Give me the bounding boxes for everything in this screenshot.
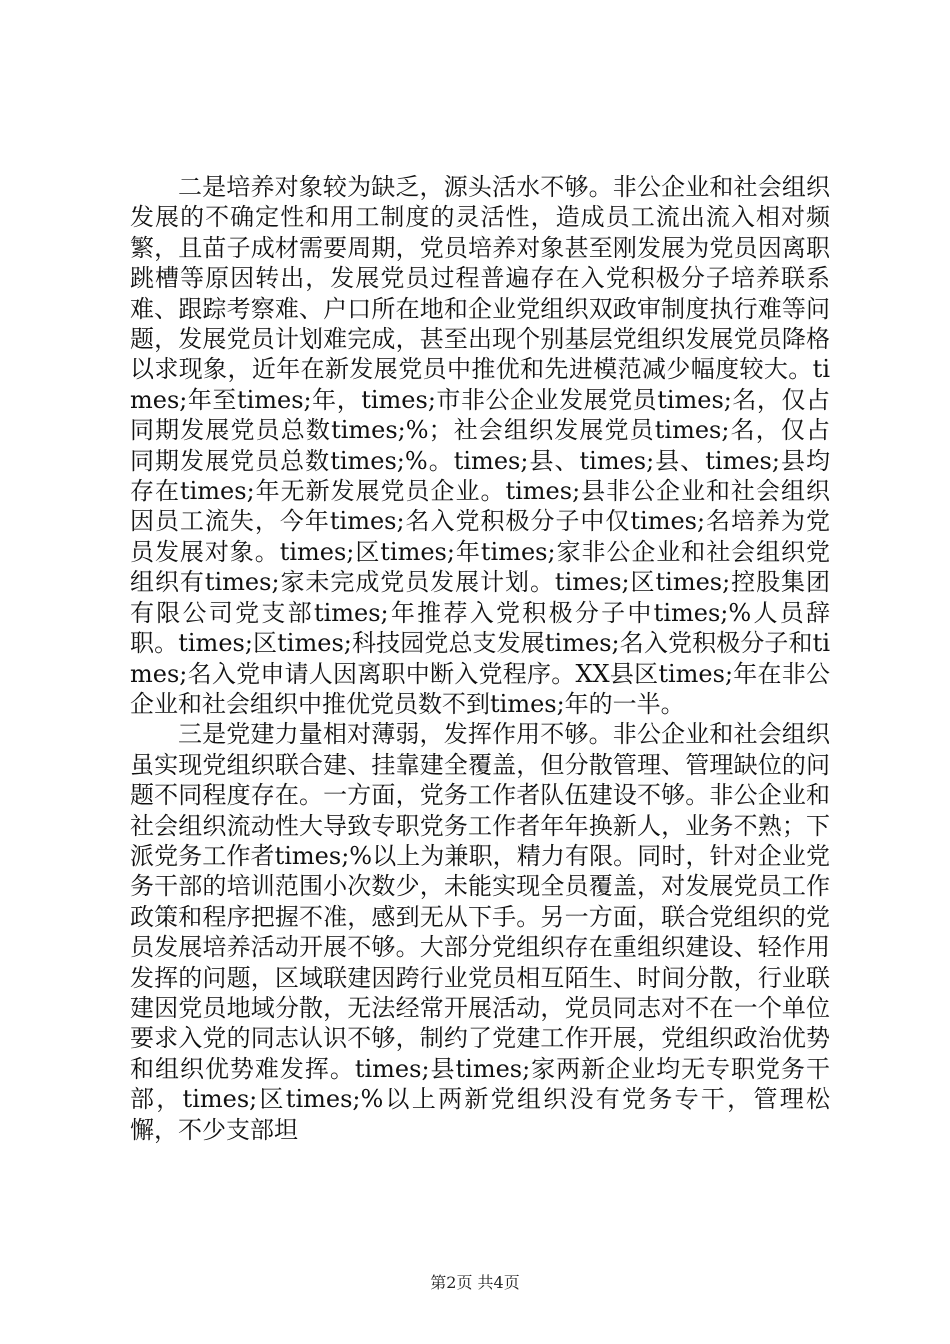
paragraph-party-building-strength: 三是党建力量相对薄弱，发挥作用不够。非公企业和社会组织虽实现党组织联合建、挂靠建全覆盖，但分散管理、管理缺位的问题不同程度存在。一方面，党务工作者队伍建设不够。非公企业和社会组织流动性大导致专职党务工作者年年换新人，业务不熟；下派党务工作者times;%以上为兼职，精力有限。同时，针对企业党务干部的培训范围小次数少，未能实现全员覆盖，对发展党员工作政策和程序把握不准，感到无从下手。另一方面，联合党组织的党员发展培养活动开展不够。大部分党组织存在重组织建设、轻作用发挥的问题，区域联建因跨行业党员相互陌生、时间分散，行业联建因党员地域分散，无法经常开展活动，党员同志对不在一个单位要求入党的同志认识不够，制约了党建工作开展，党组织政治优势和组织优势难发挥。times;县times;家两新企业均无专职党务干部，times;区times;%以上两新党组织没有党务专干，管理松懈，不少支部坦	[130, 720, 830, 1144]
page-footer: 第2页 共4页	[430, 1273, 520, 1292]
body-text	[130, 172, 830, 1145]
paragraph-training-targets: 二是培养对象较为缺乏，源头活水不够。非公企业和社会组织发展的不确定性和用工制度的灵活性，造成员工流出流入相对频繁，且苗子成材需要周期，党员培养对象甚至刚发展为党员因离职跳槽等原因转出，发展党员过程普遍存在入党积极分子培养联系难、跟踪考察难、户口所在地和企业党组织双政审制度执行难等问题，发展党员计划难完成，甚至出现个别基层党组织发展党员降格以求现象，近年在新发展党员中推优和先进模范减少幅度较大。times;年至times;年，times;市非公企业发展党员times;名，仅占同期发展党员总数times;%；社会组织发展党员times;名，仅占同期发展党员总数times;%。times;县、times;县、times;县均存在times;年无新发展党员企业。times;县非公企业和社会组织因员工流失，今年times;名入党积极分子中仅times;名培养为党员发展对象。times;区times;年times;家非公企业和社会组织党组织有times;家未完成党员发展计划。times;区times;控股集团有限公司党支部times;年推荐入党积极分子中times;%人员辞职。times;区times;科技园党总支发展times;名入党积极分子和times;名入党申请人因离职中断入党程序。XX县区times;年在非公企业和社会组织中推优党员数不到times;年的一半。	[130, 173, 830, 718]
